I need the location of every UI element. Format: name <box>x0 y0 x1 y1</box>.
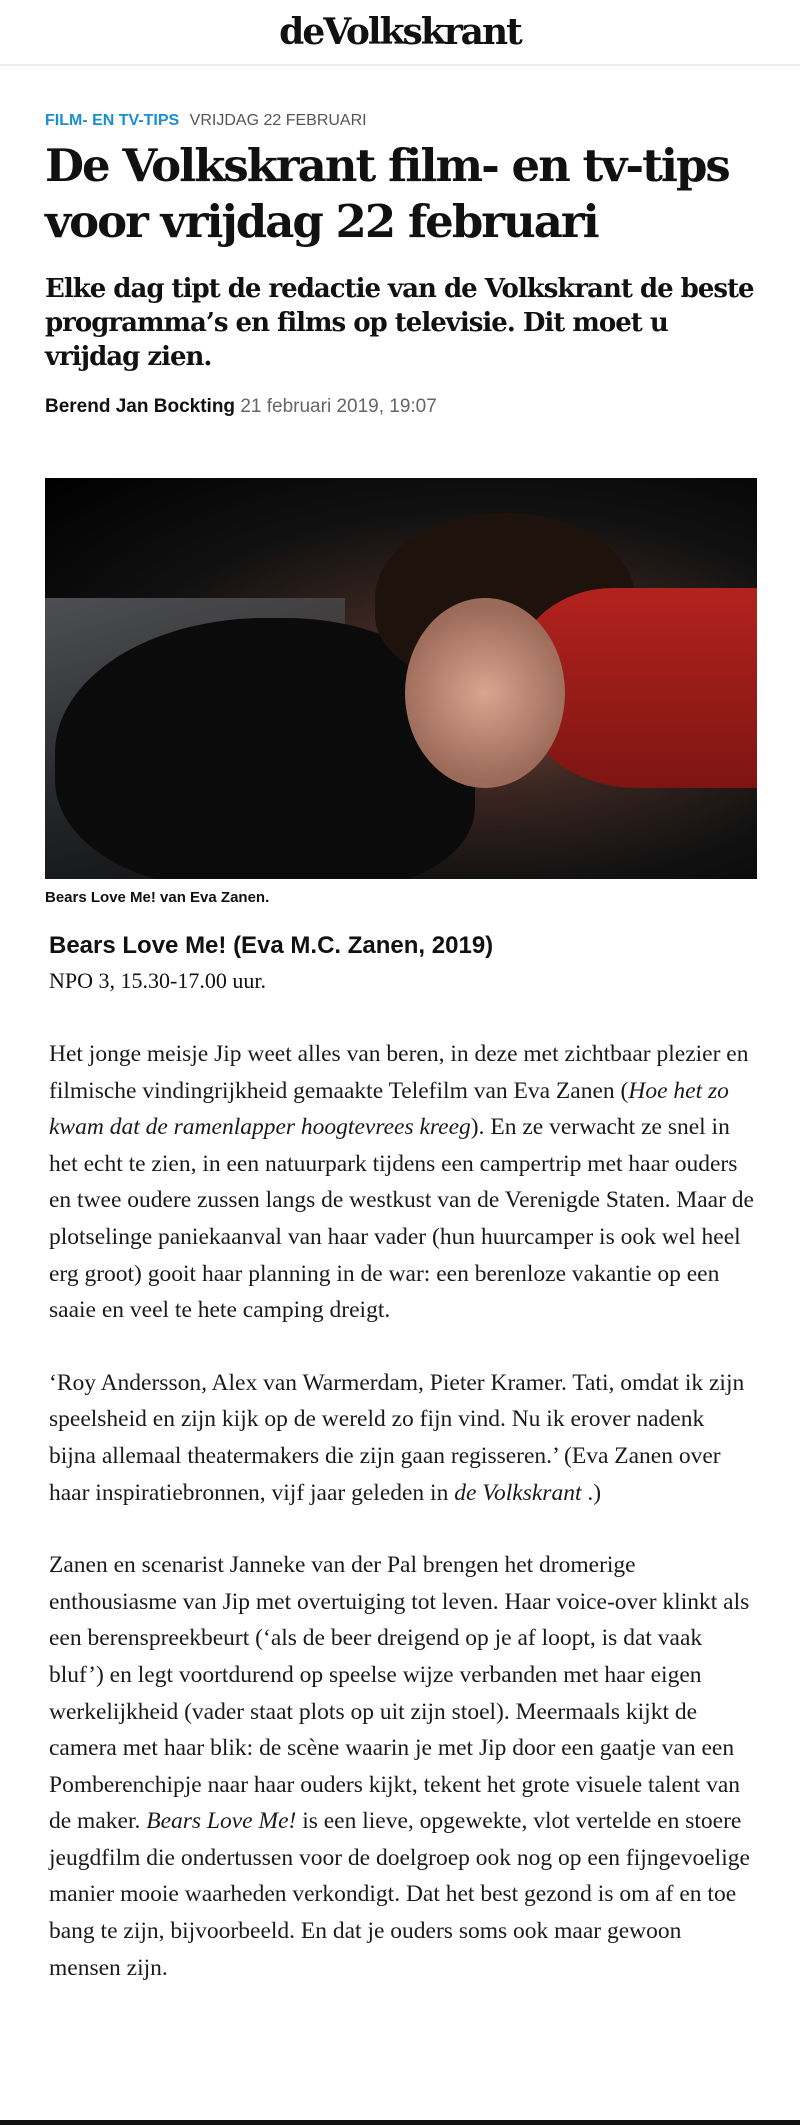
bottom-bar <box>0 2120 800 2125</box>
italic-title: de Volkskrant <box>454 1479 582 1506</box>
text: ). En ze verwacht ze snel in het echt te zien, in een natuurpark tijdens een campertrip met haar ouders en twee oudere zussen langs de westkust van de Verenigde Staten. Maar de plotselinge paniekaanval van haar vader (hun huurcamper is ook wel heel erg groot) gooit haar planning in de war: een berenloze vakantie op een saaie en veel te hete camping dreigt. <box>49 1114 754 1324</box>
paragraph <box>49 1365 755 1511</box>
paragraph <box>49 1036 755 1329</box>
photo-caption: Bears Love Me! van Eva Zanen. <box>45 889 270 906</box>
article-title: De Volkskrant film- en tv-tips voor vrijdag 22 februari <box>45 139 729 248</box>
film-title: Bears Love Me! (Eva M.C. Zanen, 2019) <box>49 932 494 959</box>
airing-info: NPO 3, 15.30-17.00 uur. <box>49 968 266 993</box>
text: Het jonge meisje Jip weet alles van beren, in deze met zichtbaar plezier en filmische vindingrijkheid gemaakte Telefilm van Eva Zanen ( <box>49 1041 749 1104</box>
italic-title: Bears Love Me! <box>146 1808 297 1835</box>
section-date: VRIJDAG 22 FEBRUARI <box>189 112 367 129</box>
article-body <box>45 1036 755 1986</box>
text: Zanen en scenarist Janneke van der Pal brengen het dromerige enthousiasme van Jip met overtuiging tot leven. Haar voice-over klinkt als een berenspreekbeurt (‘als de beer dreigend op je af loopt, is dat vaak bluf’) en legt voortdurend op speelse wijze verbanden met haar eigen werkelijkheid (vader staat plots op uit zijn stoel). Meermaals kijkt de camera met haar blik: de scène waarin je met Jip door een gaatje van een Pomberenchipje naar haar ouders kijkt, tekent het grote visuele talent van de maker. <box>49 1552 750 1835</box>
section-link[interactable]: FILM- EN TV-TIPS <box>45 112 180 129</box>
byline <box>45 396 755 418</box>
italic-title: Hoe het zo kwam dat de ramenlapper hoogtevrees kreeg <box>49 1077 729 1141</box>
text: ‘Roy Andersson, Alex van Warmerdam, Pieter Kramer. Tati, omdat ik zijn speelsheid en zijn kijk op de wereld zo fijn vind. Nu ik erover nadenk bijna allemaal theatermakers die zijn gaan regisseren.’ (Eva Zanen over haar inspiratiebronnen, vijf jaar geleden in <box>49 1369 745 1506</box>
photo-face <box>405 598 565 788</box>
publish-time: 21 februari 2019, 19:07 <box>240 396 437 417</box>
text: is een lieve, opgewekte, vlot vertelde en stoere jeugdfilm die ondertussen voor de doelgroep ook nog op een fijngevoelige manier mooie waarheden verkondigt. Dat het best gezond is om af en toe bang te zijn, bijvoorbeeld. En dat je ouders soms ook maar gewoon mensen zijn. <box>49 1808 750 1981</box>
article-lead: Elke dag tipt de redactie van de Volkskrant de beste programma’s en films op televisie. Dit moet u vrijdag zien. <box>45 274 754 372</box>
site-header <box>0 0 800 66</box>
author-link[interactable]: Berend Jan Bockting <box>45 396 236 417</box>
text: .) <box>581 1479 602 1506</box>
article <box>0 112 800 1986</box>
paragraph <box>49 1547 755 1986</box>
site-logo[interactable]: deVolkskrant <box>279 11 521 53</box>
article-photo <box>45 478 757 879</box>
article-kicker <box>45 112 755 130</box>
